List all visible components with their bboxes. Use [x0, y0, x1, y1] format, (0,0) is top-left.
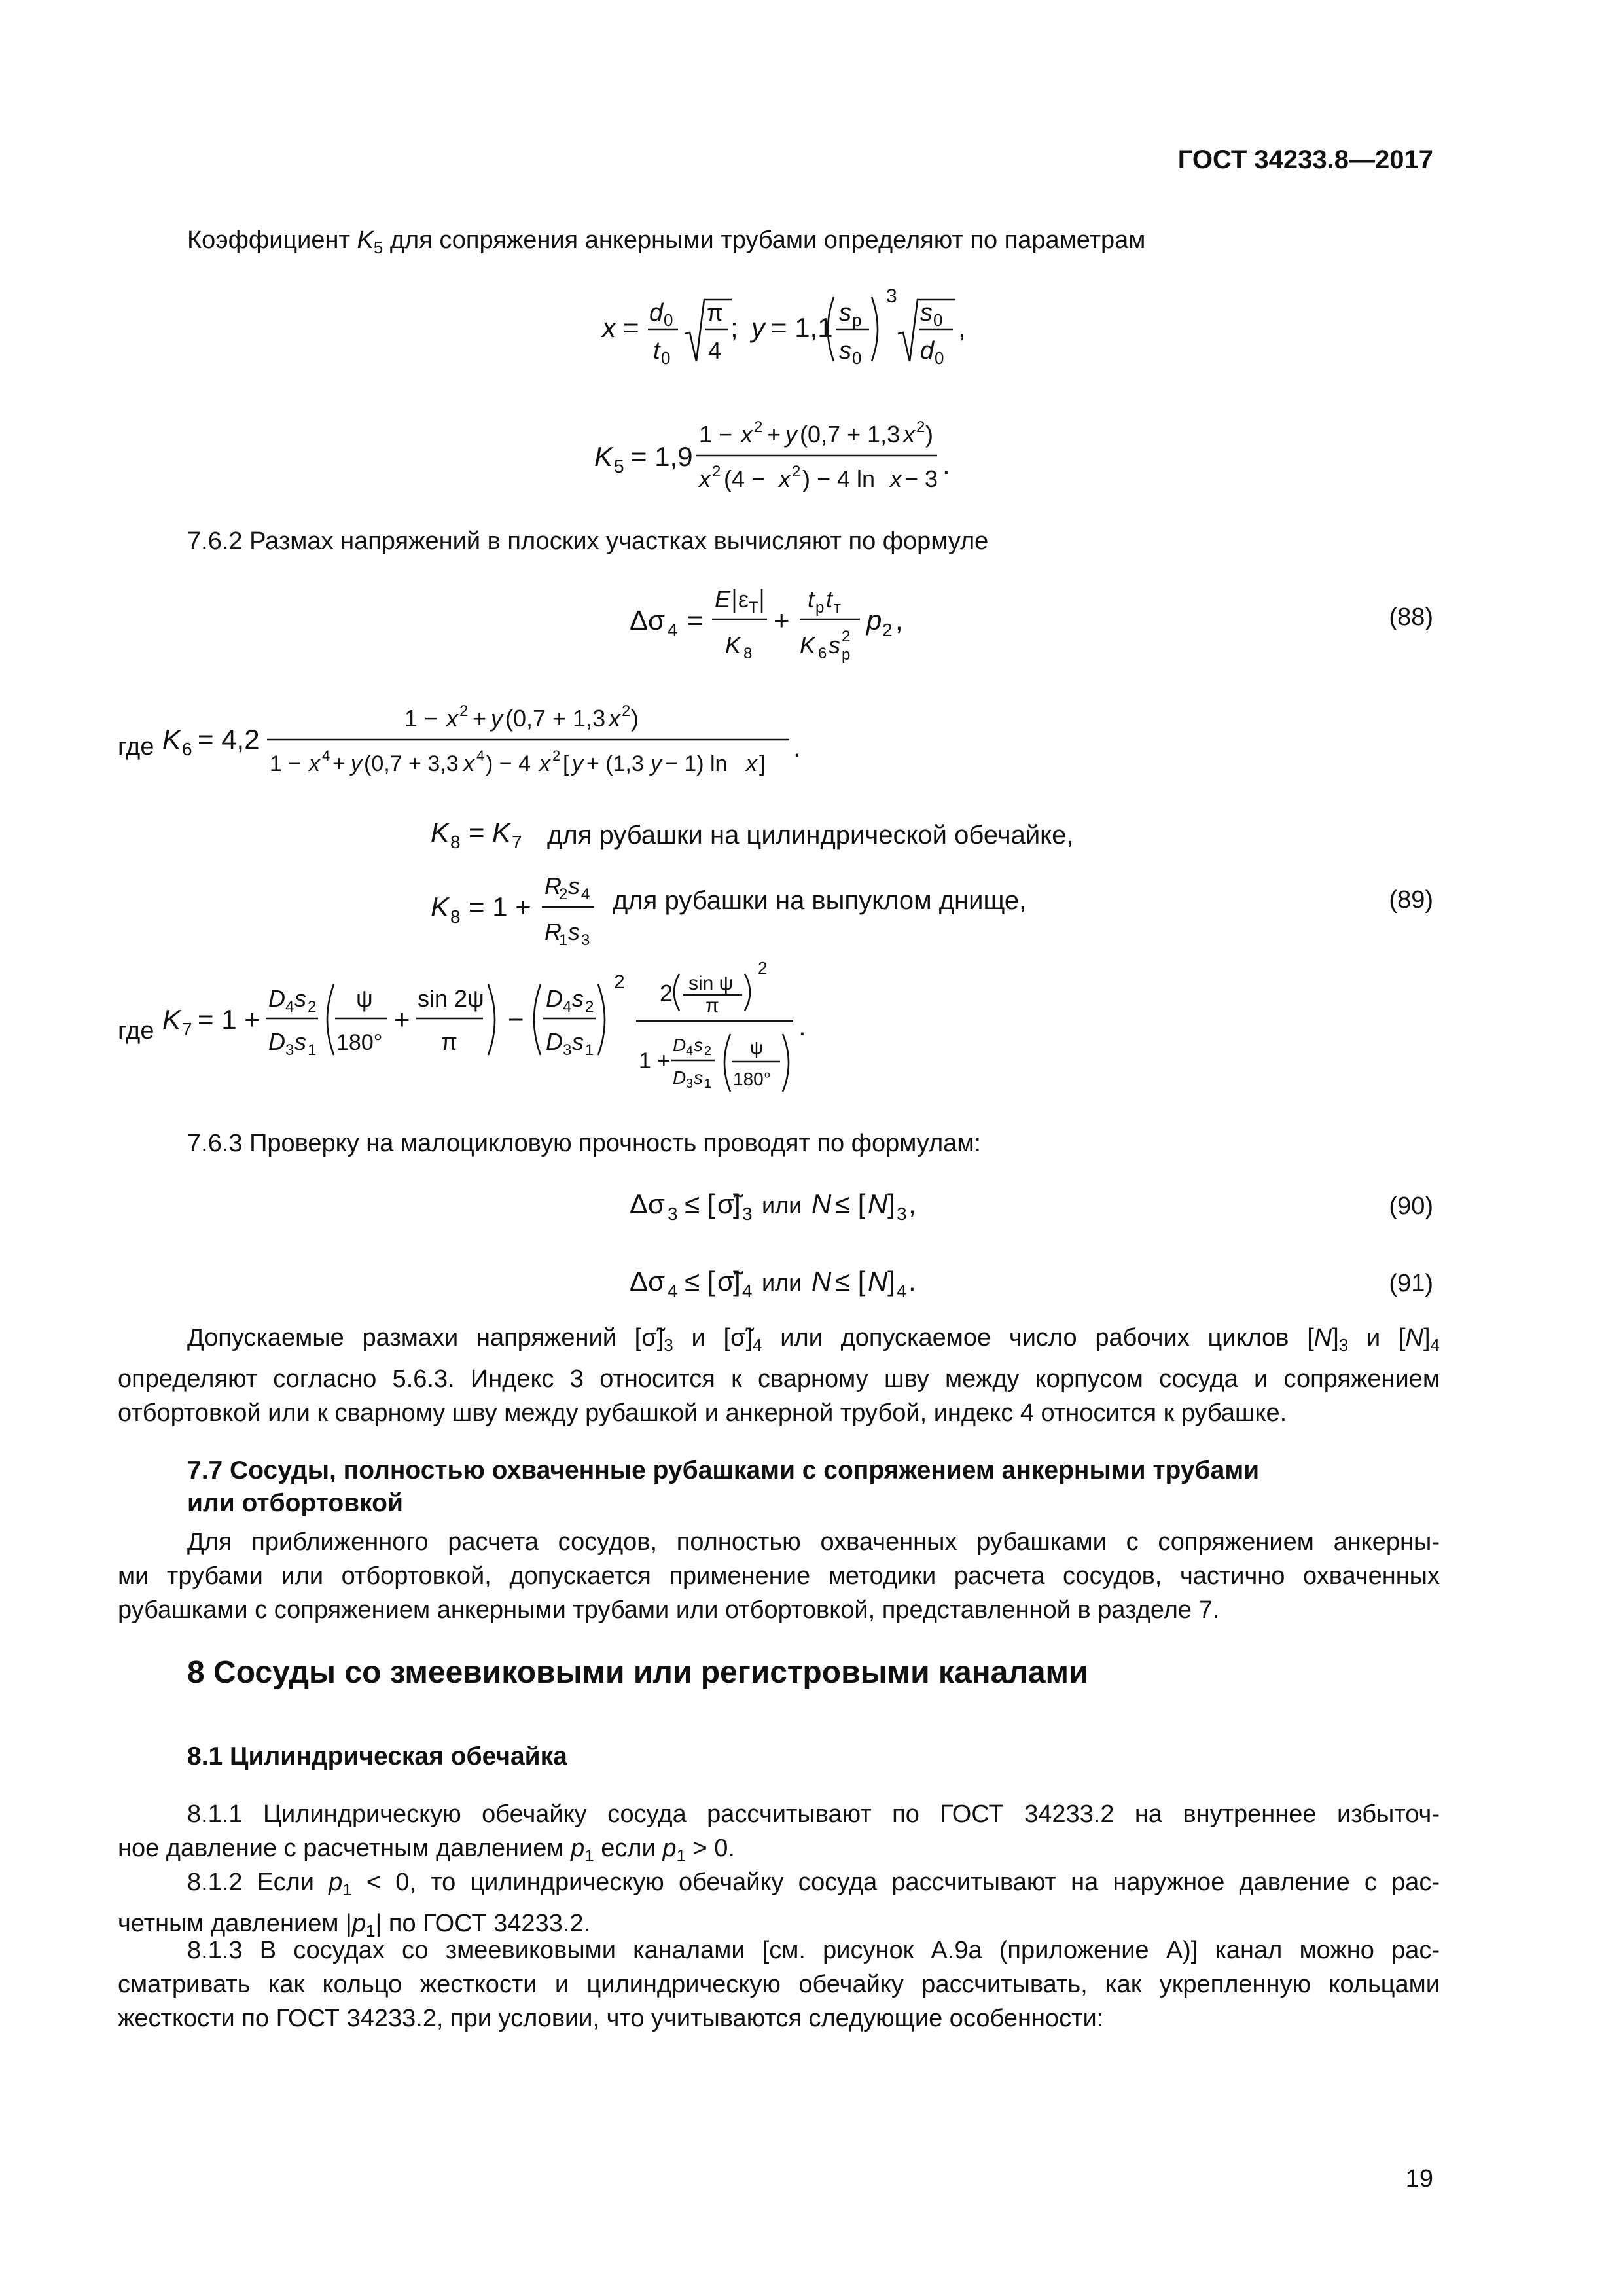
svg-text:N: N	[868, 1266, 888, 1297]
symbol-p: p	[329, 1869, 343, 1896]
heading-line: или отбортовкой	[187, 1489, 403, 1517]
svg-text:1 +: 1 +	[639, 1049, 671, 1073]
svg-text:K: K	[725, 632, 741, 658]
svg-text:2: 2	[842, 628, 851, 645]
svg-text:s: s	[694, 1067, 703, 1088]
symbol-p: p	[351, 1910, 366, 1937]
formula-k7	[161, 956, 842, 1113]
svg-text:3: 3	[686, 1077, 694, 1091]
svg-text:3: 3	[285, 1041, 294, 1059]
svg-text:2: 2	[459, 702, 469, 720]
svg-text:2: 2	[916, 418, 925, 436]
svg-text:s: s	[568, 918, 580, 945]
svg-text:180°: 180°	[336, 1030, 383, 1055]
svg-text:ε: ε	[738, 586, 749, 613]
svg-text:K: K	[162, 724, 181, 755]
svg-text:2: 2	[622, 702, 631, 720]
text-fragment: Допускаемые размахи напряжений [σ̃]	[187, 1324, 664, 1352]
svg-text:]: ]	[733, 1189, 741, 1219]
svg-text:2: 2	[758, 958, 768, 978]
text-fragment: ]	[1423, 1324, 1431, 1352]
svg-text:+ (1,3: + (1,3	[586, 751, 644, 776]
svg-text:3: 3	[668, 1204, 678, 1224]
svg-text:s: s	[839, 337, 851, 365]
svg-text:s: s	[294, 1028, 306, 1055]
equation-number-89: (89)	[1389, 886, 1433, 914]
svg-text:x: x	[741, 421, 753, 448]
svg-text:σ̃: σ̃	[717, 1266, 734, 1297]
svg-text:≤ [: ≤ [	[685, 1189, 715, 1219]
svg-text:x: x	[446, 705, 458, 732]
paragraph-8-1-3	[118, 1933, 1440, 2036]
svg-text:Δσ: Δσ	[630, 605, 665, 636]
svg-text:]: ]	[733, 1266, 741, 1297]
svg-text:≤ [: ≤ [	[835, 1189, 866, 1219]
formula-88	[628, 576, 936, 681]
subscript: 1	[342, 1880, 352, 1899]
svg-text:s: s	[920, 299, 933, 327]
svg-text:7: 7	[182, 1019, 192, 1039]
svg-text:4: 4	[581, 886, 590, 903]
k5-subscript: 5	[373, 238, 383, 257]
svg-text:8: 8	[743, 645, 753, 662]
svg-text:4: 4	[476, 747, 485, 764]
text-fragment: > 0.	[685, 1835, 735, 1862]
symbol-n: N	[1313, 1324, 1332, 1352]
text-line: ми трубами или отбортовкой, допускается применение методики расчета сосудов, частично охваченных	[118, 1562, 1440, 1590]
or-word-91: или	[762, 1269, 802, 1296]
svg-text:s: s	[839, 299, 851, 327]
svg-text:2: 2	[308, 998, 317, 1016]
svg-text:3: 3	[563, 1041, 572, 1059]
text-line: жесткости по ГОСТ 34233.2, при условии, что учитываются следующие особенности:	[118, 2005, 1104, 2032]
svg-text:4: 4	[563, 998, 572, 1016]
svg-text:Δσ: Δσ	[630, 1266, 665, 1297]
svg-text:4: 4	[285, 998, 294, 1016]
heading-line: 7.7 Сосуды, полностью охваченные рубашками с сопряжением анкерными трубами	[187, 1456, 1260, 1484]
svg-text:sin 2ψ: sin 2ψ	[418, 985, 484, 1012]
svg-text:s: s	[294, 985, 306, 1012]
section-8-title: 8 Сосуды со змеевиковыми или регистровыми каналами	[187, 1655, 1088, 1690]
svg-text:y: y	[572, 751, 583, 776]
svg-text:K: K	[800, 632, 816, 658]
svg-text:p: p	[842, 646, 851, 664]
svg-text:6: 6	[182, 739, 192, 759]
k5-intro-before: Коэффициент	[187, 226, 357, 254]
text-fragment: < 0, то цилиндрическую обечайку сосуда рассчитывают на наружное давление с рас-	[351, 1869, 1440, 1896]
svg-text:D: D	[268, 1028, 285, 1055]
text-line: отбортовкой или к сварному шву между рубашкой и анкерной трубой, индекс 4 относится к рубашке.	[118, 1399, 1287, 1427]
svg-text:) − 4 ln: ) − 4 ln	[802, 465, 876, 492]
svg-text:,: ,	[958, 312, 966, 343]
svg-text:π: π	[707, 299, 723, 326]
svg-text:.: .	[798, 1011, 806, 1041]
svg-text:8: 8	[450, 832, 461, 852]
formula-k8-convex	[429, 864, 606, 969]
svg-text:(0,7 + 1,3: (0,7 + 1,3	[505, 705, 606, 732]
svg-text:x: x	[699, 465, 711, 492]
svg-text:y: y	[491, 705, 503, 732]
svg-text:K: K	[431, 817, 450, 848]
formula-k5	[589, 406, 1008, 511]
symbol-p: p	[662, 1835, 677, 1862]
svg-text:1: 1	[585, 1041, 594, 1059]
svg-text:x: x	[539, 751, 550, 776]
svg-text:= 4,2: = 4,2	[198, 724, 260, 755]
svg-text:+: +	[332, 751, 346, 776]
svg-text:+: +	[767, 421, 781, 448]
svg-text:x: x	[463, 751, 474, 776]
svg-text:D: D	[546, 985, 563, 1012]
svg-text:x: x	[609, 705, 620, 732]
text-fragment: четным давлением |	[118, 1910, 352, 1937]
text-line	[118, 1797, 1440, 1831]
svg-text:+: +	[394, 1004, 410, 1035]
svg-text:x: x	[903, 421, 915, 448]
svg-text:4: 4	[708, 337, 722, 364]
svg-text:p: p	[815, 599, 825, 617]
k5-intro-paragraph	[187, 226, 1145, 258]
svg-text:T: T	[749, 599, 758, 617]
page-number: 19	[1405, 2165, 1433, 2193]
svg-text:2: 2	[704, 1044, 712, 1058]
svg-text:6: 6	[818, 645, 827, 662]
text-fragment: 8.1.3 В сосудах со змеевиковыми каналами [см. рисунок А.9а (приложение А)] канал можно рас-	[187, 1937, 1440, 1964]
svg-text:x: x	[602, 312, 616, 343]
svg-text:=: =	[687, 605, 704, 636]
svg-text:3: 3	[742, 1204, 753, 1224]
document-header: ГОСТ 34233.8—2017	[1177, 145, 1433, 174]
text-fragment: | по ГОСТ 34233.2.	[375, 1910, 591, 1937]
svg-text:1 −: 1 −	[404, 705, 438, 732]
or-word-90: или	[762, 1192, 802, 1219]
paragraph-7-6-3: 7.6.3 Проверку на малоцикловую прочность проводят по формулам:	[187, 1130, 981, 1157]
svg-text:4: 4	[322, 747, 330, 764]
svg-text:x: x	[309, 751, 320, 776]
svg-text:0: 0	[661, 348, 671, 368]
svg-text:0: 0	[935, 348, 944, 368]
svg-text:4: 4	[686, 1044, 694, 1058]
text-line: определяют согласно 5.6.3. Индекс 3 относится к сварному шву между корпусом сосуда и сопряжением	[118, 1365, 1440, 1393]
svg-text:=: =	[623, 312, 639, 343]
svg-text:K: K	[431, 891, 450, 922]
svg-text:4: 4	[668, 620, 678, 640]
svg-text:K: K	[162, 1004, 181, 1035]
svg-text:y: y	[351, 751, 362, 776]
svg-text:=: =	[469, 817, 485, 848]
formula-k6	[161, 694, 815, 798]
paragraph-8-1-1	[118, 1797, 1440, 1873]
svg-text:[: [	[563, 751, 569, 776]
svg-text:σ̃: σ̃	[717, 1189, 734, 1219]
text-line	[118, 1933, 1440, 1967]
svg-text:): )	[631, 705, 639, 732]
svg-text:7: 7	[512, 832, 522, 852]
formula-x-y-parameters	[589, 281, 995, 399]
svg-text:= 1,1: = 1,1	[771, 312, 833, 343]
where-prefix-k6: где	[118, 733, 154, 761]
svg-text:t: t	[653, 337, 660, 365]
text-line: рубашками с сопряжением анкерными трубами или отбортовкой, представленной в разделе 7.	[118, 1596, 1220, 1624]
svg-text:R: R	[544, 918, 562, 945]
symbol-n: N	[1405, 1324, 1423, 1352]
paragraph-7-6-2: 7.6.2 Размах напряжений в плоских участках вычисляют по формуле	[187, 528, 989, 555]
svg-text:s: s	[572, 1028, 584, 1055]
svg-text:p: p	[852, 310, 862, 330]
formula-90	[628, 1178, 969, 1237]
svg-text:s: s	[829, 632, 840, 658]
svg-text:]: ]	[887, 1189, 895, 1219]
svg-text:D: D	[546, 1028, 563, 1055]
svg-text:1: 1	[704, 1077, 712, 1091]
svg-text:0: 0	[664, 310, 673, 330]
svg-text:π: π	[441, 1028, 457, 1055]
svg-text:0: 0	[933, 310, 943, 330]
svg-text:2: 2	[792, 463, 801, 480]
k8-convex-text: для рубашки на выпуклом днище,	[613, 886, 1027, 915]
svg-text:R: R	[544, 872, 562, 899]
text-fragment: 8.1.1 Цилиндрическую обечайку сосуда рассчитывают по ГОСТ 34233.2 на внутреннее избыточ-	[187, 1801, 1440, 1828]
subscript: 3	[1338, 1335, 1349, 1355]
svg-text:d: d	[920, 337, 935, 365]
svg-text:ψ: ψ	[356, 985, 373, 1012]
svg-text:= 1 +: = 1 +	[198, 1004, 260, 1035]
svg-text:p: p	[866, 605, 882, 636]
svg-text:s: s	[572, 985, 584, 1012]
svg-text:2: 2	[585, 998, 594, 1016]
svg-text:sin ψ: sin ψ	[688, 973, 734, 994]
svg-text:− 1) ln: − 1) ln	[665, 751, 728, 776]
svg-text:t: t	[808, 586, 815, 613]
svg-text:2: 2	[559, 886, 568, 903]
svg-text:N: N	[812, 1266, 832, 1297]
svg-text:.: .	[908, 1266, 916, 1297]
svg-text:180°: 180°	[733, 1069, 771, 1089]
svg-text:x: x	[746, 751, 757, 776]
section-8-1-heading: 8.1 Цилиндрическая обечайка	[187, 1742, 567, 1770]
svg-text:x: x	[779, 465, 791, 492]
k8-cylindrical-text: для рубашки на цилиндрической обечайке,	[547, 821, 1074, 850]
svg-text:+: +	[774, 605, 790, 636]
svg-text:3: 3	[581, 931, 590, 949]
svg-text:y: y	[651, 751, 662, 776]
svg-text:4: 4	[668, 1281, 678, 1301]
svg-text:5: 5	[614, 456, 624, 476]
equation-number-88: (88)	[1389, 603, 1433, 631]
where-prefix-k7: где	[118, 1017, 154, 1045]
svg-text:2: 2	[754, 418, 763, 436]
svg-text:3: 3	[886, 285, 897, 307]
svg-text:− 3: − 3	[904, 465, 938, 492]
svg-text:): )	[925, 421, 933, 448]
svg-text:−: −	[508, 1004, 524, 1035]
text-line	[118, 1525, 1440, 1559]
svg-text:N: N	[868, 1189, 888, 1219]
symbol-p: p	[571, 1835, 585, 1862]
svg-text:(0,7 + 1,3: (0,7 + 1,3	[800, 421, 901, 448]
subscript: 1	[676, 1846, 686, 1865]
svg-text:y: y	[785, 421, 797, 448]
svg-text:1: 1	[308, 1041, 317, 1059]
svg-text:ψ: ψ	[750, 1037, 763, 1058]
svg-text:d: d	[649, 299, 664, 327]
text-fragment: если	[594, 1835, 663, 1862]
svg-text:) − 4: ) − 4	[486, 751, 531, 776]
svg-text:K: K	[594, 441, 613, 472]
svg-text:;: ;	[730, 312, 738, 343]
equation-number-90: (90)	[1389, 1193, 1433, 1220]
svg-text:2: 2	[614, 971, 625, 993]
svg-text:N: N	[812, 1189, 832, 1219]
equation-number-91: (91)	[1389, 1270, 1433, 1297]
svg-text:D: D	[673, 1035, 687, 1055]
svg-text:т: т	[834, 599, 841, 617]
svg-text:s: s	[568, 872, 580, 899]
svg-text:8: 8	[450, 906, 461, 927]
svg-text:K: K	[492, 817, 511, 848]
text-line	[118, 1865, 1440, 1907]
text-fragment: ное давление с расчетным давлением	[118, 1835, 571, 1862]
text-fragment: и [σ̃]	[673, 1324, 753, 1352]
paragraph-allowable-ranges	[118, 1321, 1440, 1430]
svg-text:+: +	[473, 705, 487, 732]
k5-intro-after: для сопряжения анкерными трубами определяют по параметрам	[383, 226, 1146, 254]
svg-text:= 1 +: = 1 +	[469, 891, 531, 922]
svg-text:0: 0	[852, 348, 862, 368]
svg-text:4: 4	[897, 1281, 907, 1301]
svg-text:(0,7 + 3,3: (0,7 + 3,3	[364, 751, 459, 776]
svg-text:π: π	[705, 995, 719, 1016]
subscript: 1	[584, 1846, 594, 1865]
text-line: сматривать как кольцо жесткости и цилиндрическую обечайку рассчитывать, как укрепленную кольцами	[118, 1971, 1440, 1998]
text-line	[118, 1321, 1440, 1362]
subscript: 4	[753, 1335, 762, 1355]
svg-text:]: ]	[887, 1266, 895, 1297]
section-7-7-heading	[187, 1454, 1259, 1520]
svg-text:3: 3	[897, 1204, 907, 1224]
text-fragment: Для приближенного расчета сосудов, полностью охваченных рубашками с сопряжением анкерны-	[187, 1528, 1440, 1556]
svg-text:t: t	[826, 586, 833, 613]
svg-text:2: 2	[660, 980, 673, 1007]
text-fragment: или допускаемое число рабочих циклов [	[762, 1324, 1314, 1352]
svg-text:1: 1	[559, 931, 568, 949]
svg-text:,: ,	[895, 605, 903, 636]
subscript: 4	[1430, 1335, 1440, 1355]
svg-text:2: 2	[882, 620, 893, 640]
svg-text:D: D	[268, 985, 285, 1012]
svg-text:2: 2	[712, 463, 721, 480]
svg-text:.: .	[793, 732, 801, 762]
subscript: 3	[664, 1335, 673, 1355]
svg-text:= 1,9: = 1,9	[631, 441, 693, 472]
formula-k8-cylindrical	[429, 812, 541, 864]
svg-text:≤ [: ≤ [	[835, 1266, 866, 1297]
svg-text:]: ]	[759, 751, 766, 776]
paragraph-7-7	[118, 1525, 1440, 1627]
svg-text:≤ [: ≤ [	[685, 1266, 715, 1297]
svg-text:E: E	[715, 586, 731, 613]
svg-text:(4 −: (4 −	[724, 465, 766, 492]
k5-symbol: K	[357, 226, 374, 254]
subscript: 1	[366, 1921, 376, 1941]
text-fragment: и [	[1348, 1324, 1406, 1352]
svg-text:.: .	[942, 449, 950, 480]
text-fragment: 8.1.2 Если	[187, 1869, 329, 1896]
svg-text:,: ,	[908, 1189, 916, 1219]
svg-text:1 −: 1 −	[270, 751, 302, 776]
svg-text:x: x	[890, 465, 902, 492]
svg-text:4: 4	[742, 1281, 753, 1301]
svg-text:2: 2	[552, 747, 561, 764]
formula-91	[628, 1255, 969, 1314]
svg-text:s: s	[694, 1035, 703, 1055]
svg-text:1 −: 1 −	[699, 421, 733, 448]
svg-text:D: D	[673, 1067, 687, 1088]
text-fragment: ]	[1332, 1324, 1339, 1352]
svg-text:y: y	[751, 312, 765, 343]
svg-text:Δσ: Δσ	[630, 1189, 665, 1219]
